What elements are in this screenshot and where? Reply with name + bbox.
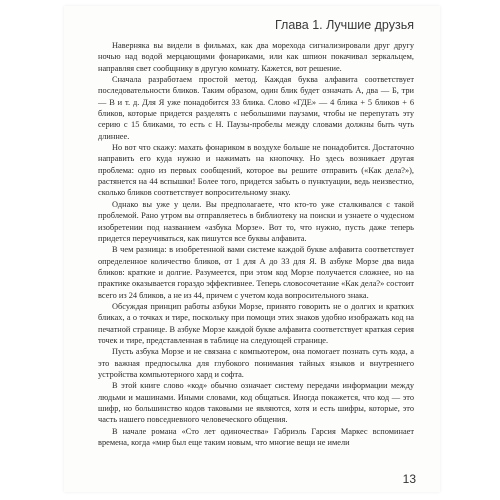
chapter-header: Глава 1. Лучшие друзья: [274, 18, 414, 32]
book-page: [64, 6, 440, 492]
paragraph: Пусть азбука Морзе и не связана с компьютером, она помогает познать суть кода, а это важная предпосылка для глубокого понимания тайных языков и внутреннего устройства компьютерного хард и софта.: [98, 347, 414, 379]
paragraph: Обсуждая принцип работы азбуки Морзе, принято говорить не о долгих и кратких бликах, а о точках и тире, поскольку при помощи этих знаков удобно изображать код на печатной странице. В азбуке Морзе каждой букве алфавита соответствует краткая серия точек и тире, представленная в таблице на следующей странице.: [98, 301, 414, 345]
paragraph: В начале романа «Сто лет одиночества» Габриэль Гарсия Маркес вспоминает времена, когда «мир был еще таким новым, что многие вещи не имели: [98, 426, 414, 448]
paragraph: В этой книге слово «код» обычно означает систему передачи информации между людьми и машинами. Иными словами, код общаться. Иногда покажется, что код — это шифр, но большинство кодов таковыми не являются, хотя и есть шифры, которые, это часть нашего повседневного человеческого общения.: [98, 381, 414, 425]
paragraph: Сначала разработаем простой метод. Каждая буква алфавита соответствует последовательности бликов. Таким образом, один блик будет означать А, два — Б, три — В и т. д. Для Я уже понадобится 33 блика. Слово «ГДЕ» — 4 блика + 5 бликов + 6 бликов, которые придется разделять с небольшими паузами, чтобы не перепутать эту серию с 15 бликами, то есть с Н. Паузы-пробелы между словами должны быть чуть длиннее.: [98, 75, 414, 141]
paragraph: Однако вы уже у цели. Вы предполагаете, что кто-то уже сталкивался с такой проблемой. Рано утром вы отправляетесь в библиотеку на поиски и узнаете о чудесном изобретении под названием «азбука Морзе». Вот то, что нужно, пусть даже теперь придется переучиваться, как пишутся все буквы алфавита.: [98, 199, 414, 243]
paragraph: Наверняка вы видели в фильмах, как два морехода сигнализировали друг другу ночью над водой мерцающими фонариками, или как шпион покачивал зеркальцем, направляя свет сообщнику в другую комнату. Кажется, вот решение.: [98, 41, 414, 73]
page-number: 13: [402, 472, 416, 486]
paragraph: В чем разница: в изобретенной вами системе каждой букве алфавита соответствует определенное количество бликов, от 1 для А до 33 для Я. В азбуке Морзе два вида бликов: краткие и долгие. Разумеется, при этом код Морзе получается сложнее, но на практике оказывается гораздо эффективнее. Теперь словосочетание «Как дела?» состоит всего из 24 бликов, а не из 44, причем с учетом кода вопросительного знака.: [98, 245, 414, 300]
paragraph: Но вот что скажу: махать фонариком в воздухе больше не понадобится. Достаточно направить его куда нужно и нажимать на кнопочку. Но здесь возникает другая проблема: одно из первых сообщений, которое вы решите отправить («Как дела?»), растянется на 44 вспышки! Более того, придется забыть о пунктуации, ведь неизвестно, сколько бликов соответствует вопросительному знаку.: [98, 143, 414, 198]
body-text: [98, 40, 414, 448]
